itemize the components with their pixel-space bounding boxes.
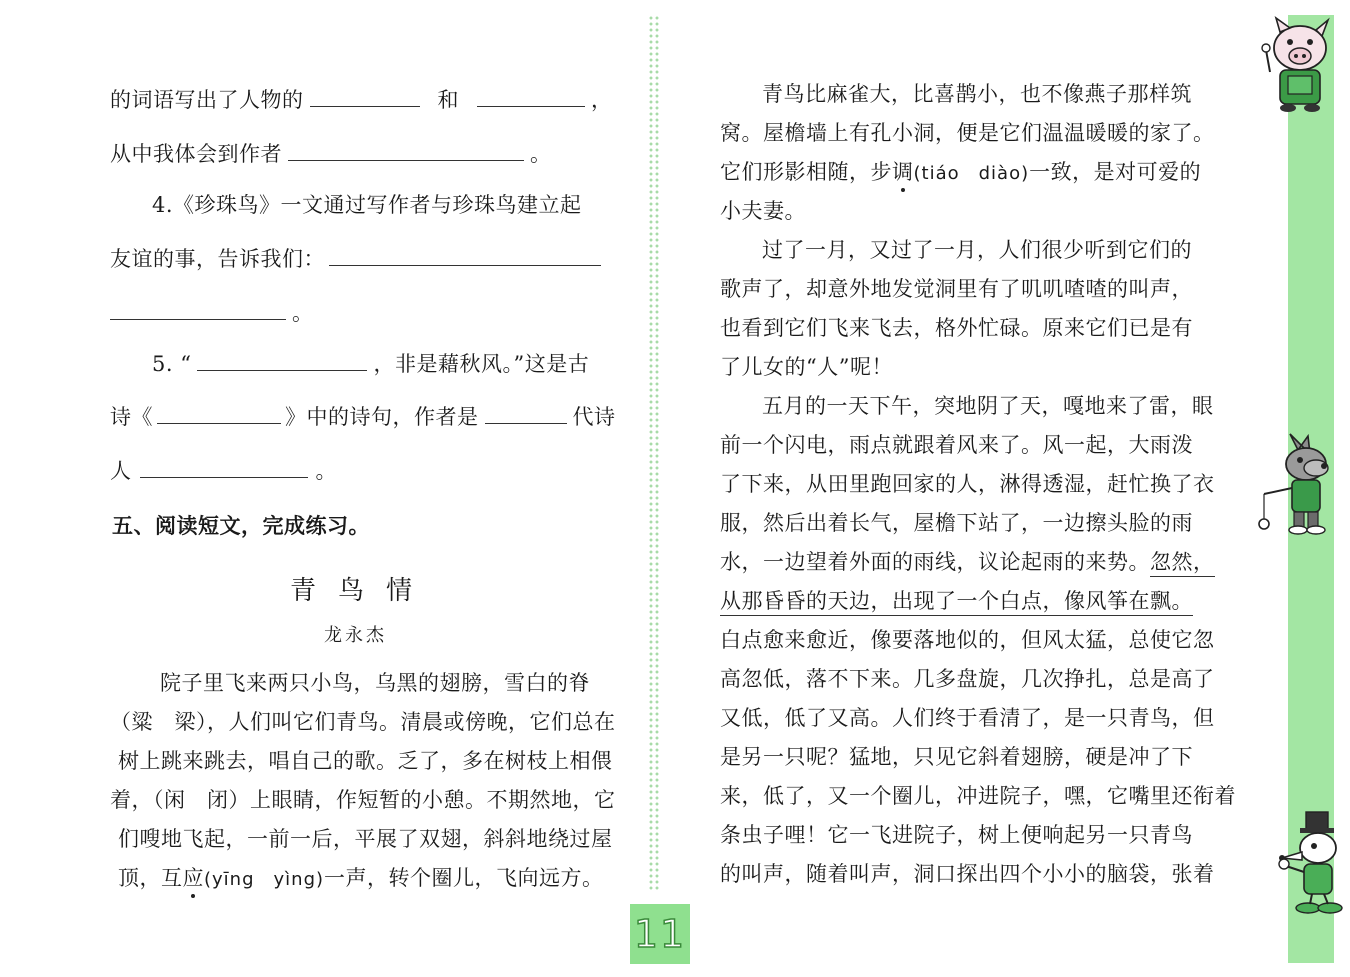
answer-blank[interactable]	[197, 350, 367, 371]
text: 5. “	[152, 352, 192, 376]
question-5-line-3	[110, 457, 337, 485]
paragraph-line	[720, 548, 1215, 576]
question-3-line-1	[110, 86, 613, 114]
page-number-box	[630, 904, 690, 964]
text: ，非是藉秋风。”这是古	[373, 352, 590, 376]
fox-mascot-icon	[1268, 808, 1350, 920]
dotted-char: 调	[892, 160, 914, 184]
paragraph-line: 院子里飞来两只小鸟，乌黑的翅膀，雪白的脊	[160, 671, 590, 695]
underlined-text: 从那昏昏的天边，出现了一个白点，像风筝在飘。	[720, 589, 1193, 616]
section-heading: 五、阅读短文，完成练习。	[112, 514, 370, 538]
text: 一致，是对可爱的	[1029, 160, 1202, 184]
answer-blank[interactable]	[288, 140, 524, 161]
paragraph-line	[720, 158, 1201, 188]
text: 的词语写出了人物的	[110, 88, 304, 112]
paragraph-line: 青鸟比麻雀大，比喜鹊小，也不像燕子那样筑	[762, 82, 1192, 106]
text: ，	[591, 88, 613, 112]
text: 从中我体会到作者	[110, 142, 282, 166]
pig-mascot-icon	[1250, 14, 1338, 114]
paragraph-line: 歌声了，却意外地发觉洞里有了叽叽喳喳的叫声，	[720, 277, 1193, 301]
paragraph-line: 服，然后出着长气，屋檐下站了，一边擦头脸的雨	[720, 511, 1193, 535]
answer-blank[interactable]	[310, 86, 420, 107]
dotted-char: 应	[182, 866, 204, 890]
paragraph-line: 是另一只呢？猛地，只见它斜着翅膀，硬是冲了下	[720, 745, 1193, 769]
paragraph-line: 着，（闲 闭）上眼睛，作短暂的小憩。不期然地，它	[110, 788, 616, 812]
paragraph-line: 条虫子哩！它一飞进院子，树上便响起另一只青鸟	[720, 823, 1193, 847]
paragraph-line: 前一个闪电，雨点就跟着风来了。风一起，大雨泼	[720, 433, 1193, 457]
answer-blank[interactable]	[329, 245, 601, 266]
text: 。	[530, 142, 552, 166]
text: 。	[292, 301, 314, 325]
paragraph-line: 来，低了，又一个圈儿，冲进院子，嘿，它嘴里还衔着	[720, 784, 1236, 808]
answer-blank[interactable]	[477, 86, 585, 107]
paragraph-line: （粱 梁），人们叫它们青鸟。清晨或傍晚，它们总在	[110, 710, 616, 734]
article-title: 青鸟情	[290, 576, 435, 606]
answer-blank[interactable]	[157, 403, 281, 424]
article-author: 龙永杰	[324, 625, 387, 646]
paragraph-line: 的叫声，随着叫声，洞口探出四个小小的脑袋，张着	[720, 862, 1215, 886]
paragraph-line	[720, 587, 1193, 615]
text: 和	[437, 88, 459, 112]
underlined-text: 忽然，	[1150, 550, 1215, 577]
text: 水，一边望着外面的雨线，议论起雨的来势。	[720, 550, 1150, 574]
paragraph-line: 白点愈来愈近，像要落地似的，但风太猛，总使它忽	[720, 628, 1215, 652]
text: 顶，互	[118, 866, 183, 890]
paragraph-line: 五月的一天下午，突地阴了天，嘎地来了雷，眼	[762, 394, 1214, 418]
paragraph-line: 窝。屋檐墙上有孔小洞，便是它们温温暖暖的家了。	[720, 121, 1215, 145]
left-page	[0, 0, 640, 977]
paragraph-line	[118, 864, 604, 894]
question-4-line-2	[110, 245, 601, 273]
text: 友谊的事，告诉我们：	[110, 247, 325, 271]
paragraph-line: 了下来，从田里跑回家的人，淋得透湿，赶忙换了衣	[720, 472, 1215, 496]
question-4-line-3	[110, 299, 314, 327]
paragraph-line: 高忽低，落不下来。几多盘旋，几次挣扎，总是高了	[720, 667, 1215, 691]
paragraph-line: 过了一月，又过了一月，人们很少听到它们的	[762, 238, 1192, 262]
question-3-line-2	[110, 140, 552, 168]
paragraph-line: 们嗖地飞起，一前一后，平展了双翅，斜斜地绕过屋	[118, 827, 613, 851]
question-4-line-1: 4.《珍珠鸟》一文通过写作者与珍珠鸟建立起	[152, 193, 582, 217]
paragraph-line: 也看到它们飞来飞去，格外忙碌。原来它们已是有	[720, 316, 1193, 340]
pinyin: (tiáo diào)	[913, 163, 1030, 184]
text: 。	[315, 459, 337, 483]
paragraph-line: 又低，低了又高。人们终于看清了，是一只青鸟，但	[720, 706, 1215, 730]
page-fold	[648, 15, 660, 890]
text: 》中的诗句，作者是	[285, 405, 479, 429]
text: 代诗	[572, 405, 616, 429]
paragraph-line: 树上跳来跳去，唱自己的歌。乏了，多在树枝上相偎	[118, 749, 613, 773]
question-5-line-1	[152, 350, 589, 378]
answer-blank[interactable]	[140, 457, 308, 478]
answer-blank[interactable]	[485, 403, 567, 424]
text: 人	[110, 459, 132, 483]
answer-blank[interactable]	[110, 299, 286, 320]
page-number: 11	[633, 912, 687, 956]
text: 它们形影相随，步	[720, 160, 892, 184]
paragraph-line: 了儿女的“人”呢！	[720, 355, 893, 379]
paragraph-line: 小夫妻。	[720, 199, 806, 223]
text: 一声，转个圈儿，飞向远方。	[324, 866, 604, 890]
pinyin: (yīng yìng)	[204, 869, 325, 890]
question-5-line-2	[110, 403, 616, 431]
text: 诗《	[110, 405, 153, 429]
wolf-yoyo-mascot-icon	[1250, 428, 1340, 538]
